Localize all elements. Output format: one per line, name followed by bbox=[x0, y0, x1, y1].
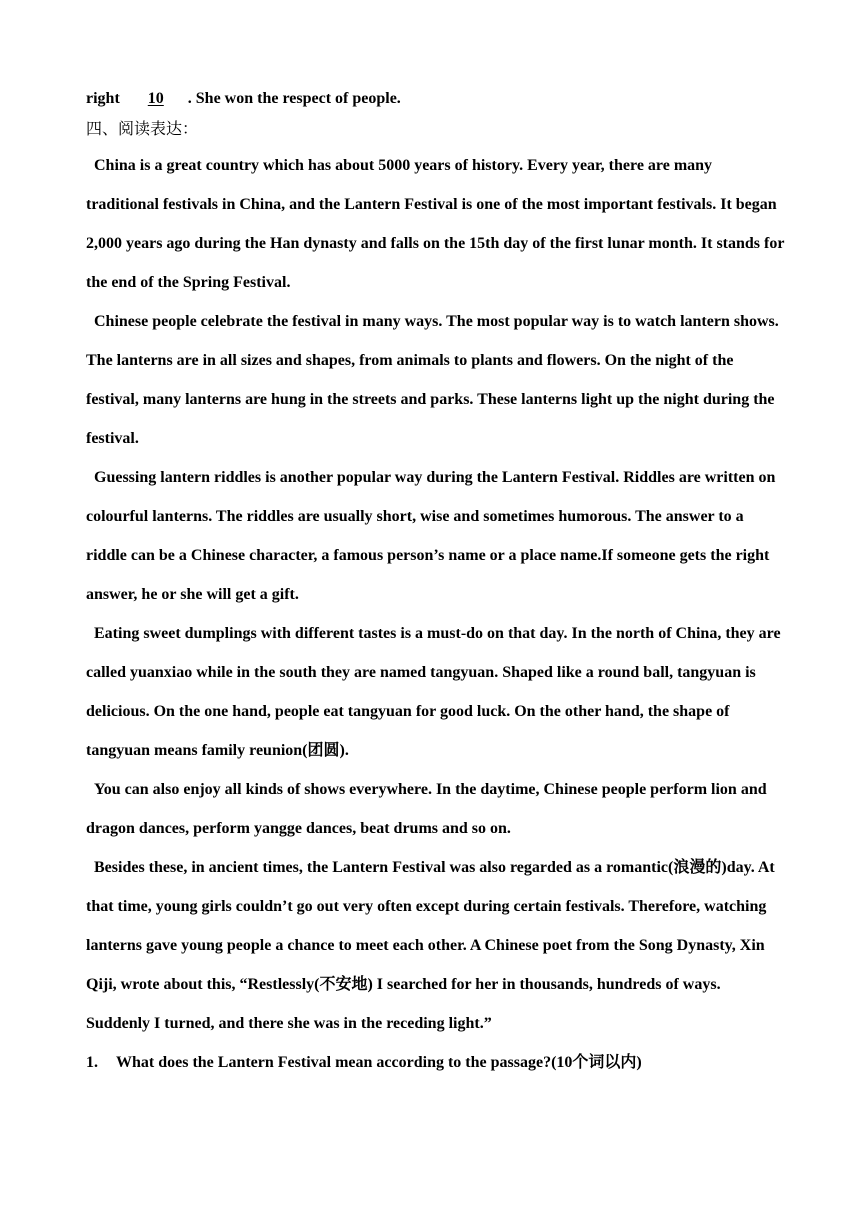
passage-paragraph-1: China is a great country which has about 5000 years of history. Every year, there are many traditional festivals in China, and the Lantern Festival is one of the most important festivals. It began 2,000 years ago during the Han dynasty and falls on the 15th day of the first lunar month. It stands for the end of the Spring Festival. bbox=[86, 157, 785, 291]
passage-paragraph-4: Eating sweet dumplings with different tastes is a must-do on that day. In the north of China, they are called yuanxiao while in the south they are named tangyuan. Shaped like a round ball, tangyuan is delicious. On the one hand, people eat tangyuan for good luck. On the other hand, the shape of tangyuan means family reunion(团圆). bbox=[86, 625, 781, 759]
passage-paragraph-2: Chinese people celebrate the festival in many ways. The most popular way is to watch lantern shows. The lanterns are in all sizes and shapes, from animals to plants and flowers. On the night of the festival, many lanterns are hung in the streets and parks. These lanterns light up the night during the festival. bbox=[86, 313, 779, 447]
section-heading: 四、阅读表达： bbox=[86, 119, 199, 138]
passage-paragraph-6: Besides these, in ancient times, the Lantern Festival was also regarded as a romantic(浪漫的)day. At that time, young girls couldn’t go out very often except during certain festivals. Therefore, watching lanterns gave young people a chance to meet each other. A Chinese poet from the Song Dynasty, Xin Qiji, wrote about this, “Restlessly(不安地) I searched for her in thousands, hundreds of ways. Suddenly I turned, and there she was in the receding light.” bbox=[86, 859, 775, 1032]
passage-paragraph-5: You can also enjoy all kinds of shows everywhere. In the daytime, Chinese people perform lion and dragon dances, perform yangge dances, beat drums and so on. bbox=[86, 781, 767, 837]
question-1 bbox=[86, 1043, 786, 1082]
question-text: What does the Lantern Festival mean according to the passage?(10个词以内) bbox=[116, 1054, 642, 1071]
prev-text-before: right bbox=[86, 90, 124, 107]
document-page bbox=[86, 86, 786, 1082]
passage-paragraph-3: Guessing lantern riddles is another popular way during the Lantern Festival. Riddles are written on colourful lanterns. The riddles are usually short, wise and sometimes humorous. The answer to a riddle can be a Chinese character, a famous person’s name or a place name.If someone gets the right answer, he or she will get a gift. bbox=[86, 469, 776, 603]
prev-text-after: . She won the respect of people. bbox=[187, 90, 401, 107]
previous-section-tail bbox=[86, 86, 786, 112]
answer-blank-10: 10 bbox=[147, 90, 164, 107]
question-number: 1. bbox=[86, 1054, 98, 1071]
